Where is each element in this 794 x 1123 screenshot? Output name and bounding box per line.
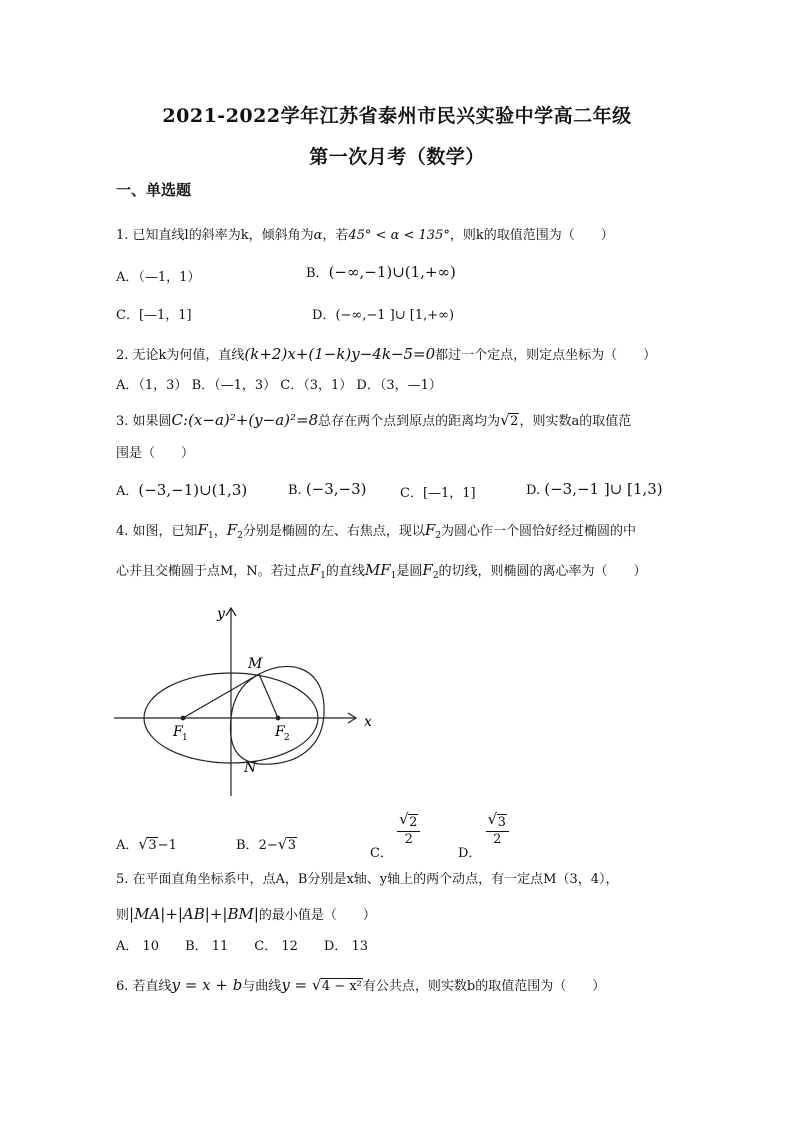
segment-mf1 [183, 674, 259, 718]
q5-options: A． 10 B． 11 C． 12 D． 13 [116, 939, 369, 954]
segment-mf2 [259, 674, 278, 718]
q2-stem: 2. 无论k为何值，直线(k+2)x+(1−k)y−4k−5=0都过一个定点，则定点坐标为（ ） [116, 345, 657, 363]
y-axis-label: y [217, 606, 225, 622]
q5-stem-line2: 则|MA|+|AB|+|BM|的最小值是（ ） [116, 905, 376, 923]
point-f1 [181, 716, 186, 721]
ellipse-circle-figure [110, 598, 390, 808]
q3-option-a: A．(−3,−1)∪(1,3) [116, 481, 248, 499]
q1-stem: 1. 已知直线l的斜率为k，倾斜角为α，若45° < α < 135°，则k的取值范围为（ ） [116, 228, 614, 243]
q3-option-c: C．[—1，1] [400, 486, 476, 501]
sqrt-2: √ 2 [500, 411, 519, 429]
q1-option-c: C．[—1，1] [116, 308, 192, 323]
exam-title-line2: 第一次月考（数学） [309, 146, 485, 168]
f1-label: F [173, 724, 183, 740]
q1-option-b: B．(−∞,−1)∪(1,+∞) [306, 263, 456, 281]
exam-title-line1: 2021-2022学年江苏省泰州市民兴实验中学高二年级 [162, 105, 632, 127]
point-f2 [276, 716, 281, 721]
q4-option-d: D． √ 3 2 [458, 814, 509, 861]
q3-option-d: D. (−3,−1 ]∪ [1,3) [526, 480, 663, 498]
x-axis-label: x [364, 714, 372, 730]
q2-options: A．（1，3） B．（—1，3） C．（3，1） D．（3，—1） [116, 378, 442, 393]
f1-subscript: 1 [182, 733, 188, 743]
q5-stem-line1: 5. 在平面直角坐标系中，点A，B分别是x轴、y轴上的两个动点，有一定点M（3，4）， [116, 872, 619, 887]
q4-option-b: B．2− √ 3 [236, 835, 297, 853]
q3-stem-line2: 围是（ ） [116, 446, 195, 461]
q4-option-a: A． √ 3−1 [116, 835, 177, 853]
f2-subscript: 2 [284, 733, 290, 743]
f2-label: F [275, 724, 285, 740]
section-heading: 一、单选题 [116, 181, 192, 199]
q3-option-b: B. (−3,−3) [288, 480, 367, 498]
point-m-label: M [248, 656, 263, 672]
q4-stem-line2: 心并且交椭圆于点M，N。若过点$F_1$的直线$MF_1$是圆$F_2$的切线，则椭圆的离心率为（ ） [116, 561, 647, 581]
q4-option-c: C． √ 2 2 [370, 814, 420, 861]
q1-option-a: A．（—1，1） [116, 270, 201, 285]
q6-stem: 6. 若直线y = x + b与曲线y = √ 4 − x²有公共点，则实数b的取值范围为（ ） [116, 976, 606, 994]
q1-option-d: D．(−∞,−1 ]∪ [1,+∞) [312, 308, 455, 323]
q4-stem-line1: 4. 如图，已知$F_1$，$F_2$分别是椭圆的左、右焦点，现以$F_2$为圆心作一个圆恰好经过椭圆的中 [116, 521, 637, 541]
q3-stem: 3. 如果圆C:(x−a)²+(y−a)²=8总存在两个点到原点的距离均为 √ 2，则实数a的取值范 [116, 411, 632, 429]
point-n-label: N [244, 760, 257, 776]
